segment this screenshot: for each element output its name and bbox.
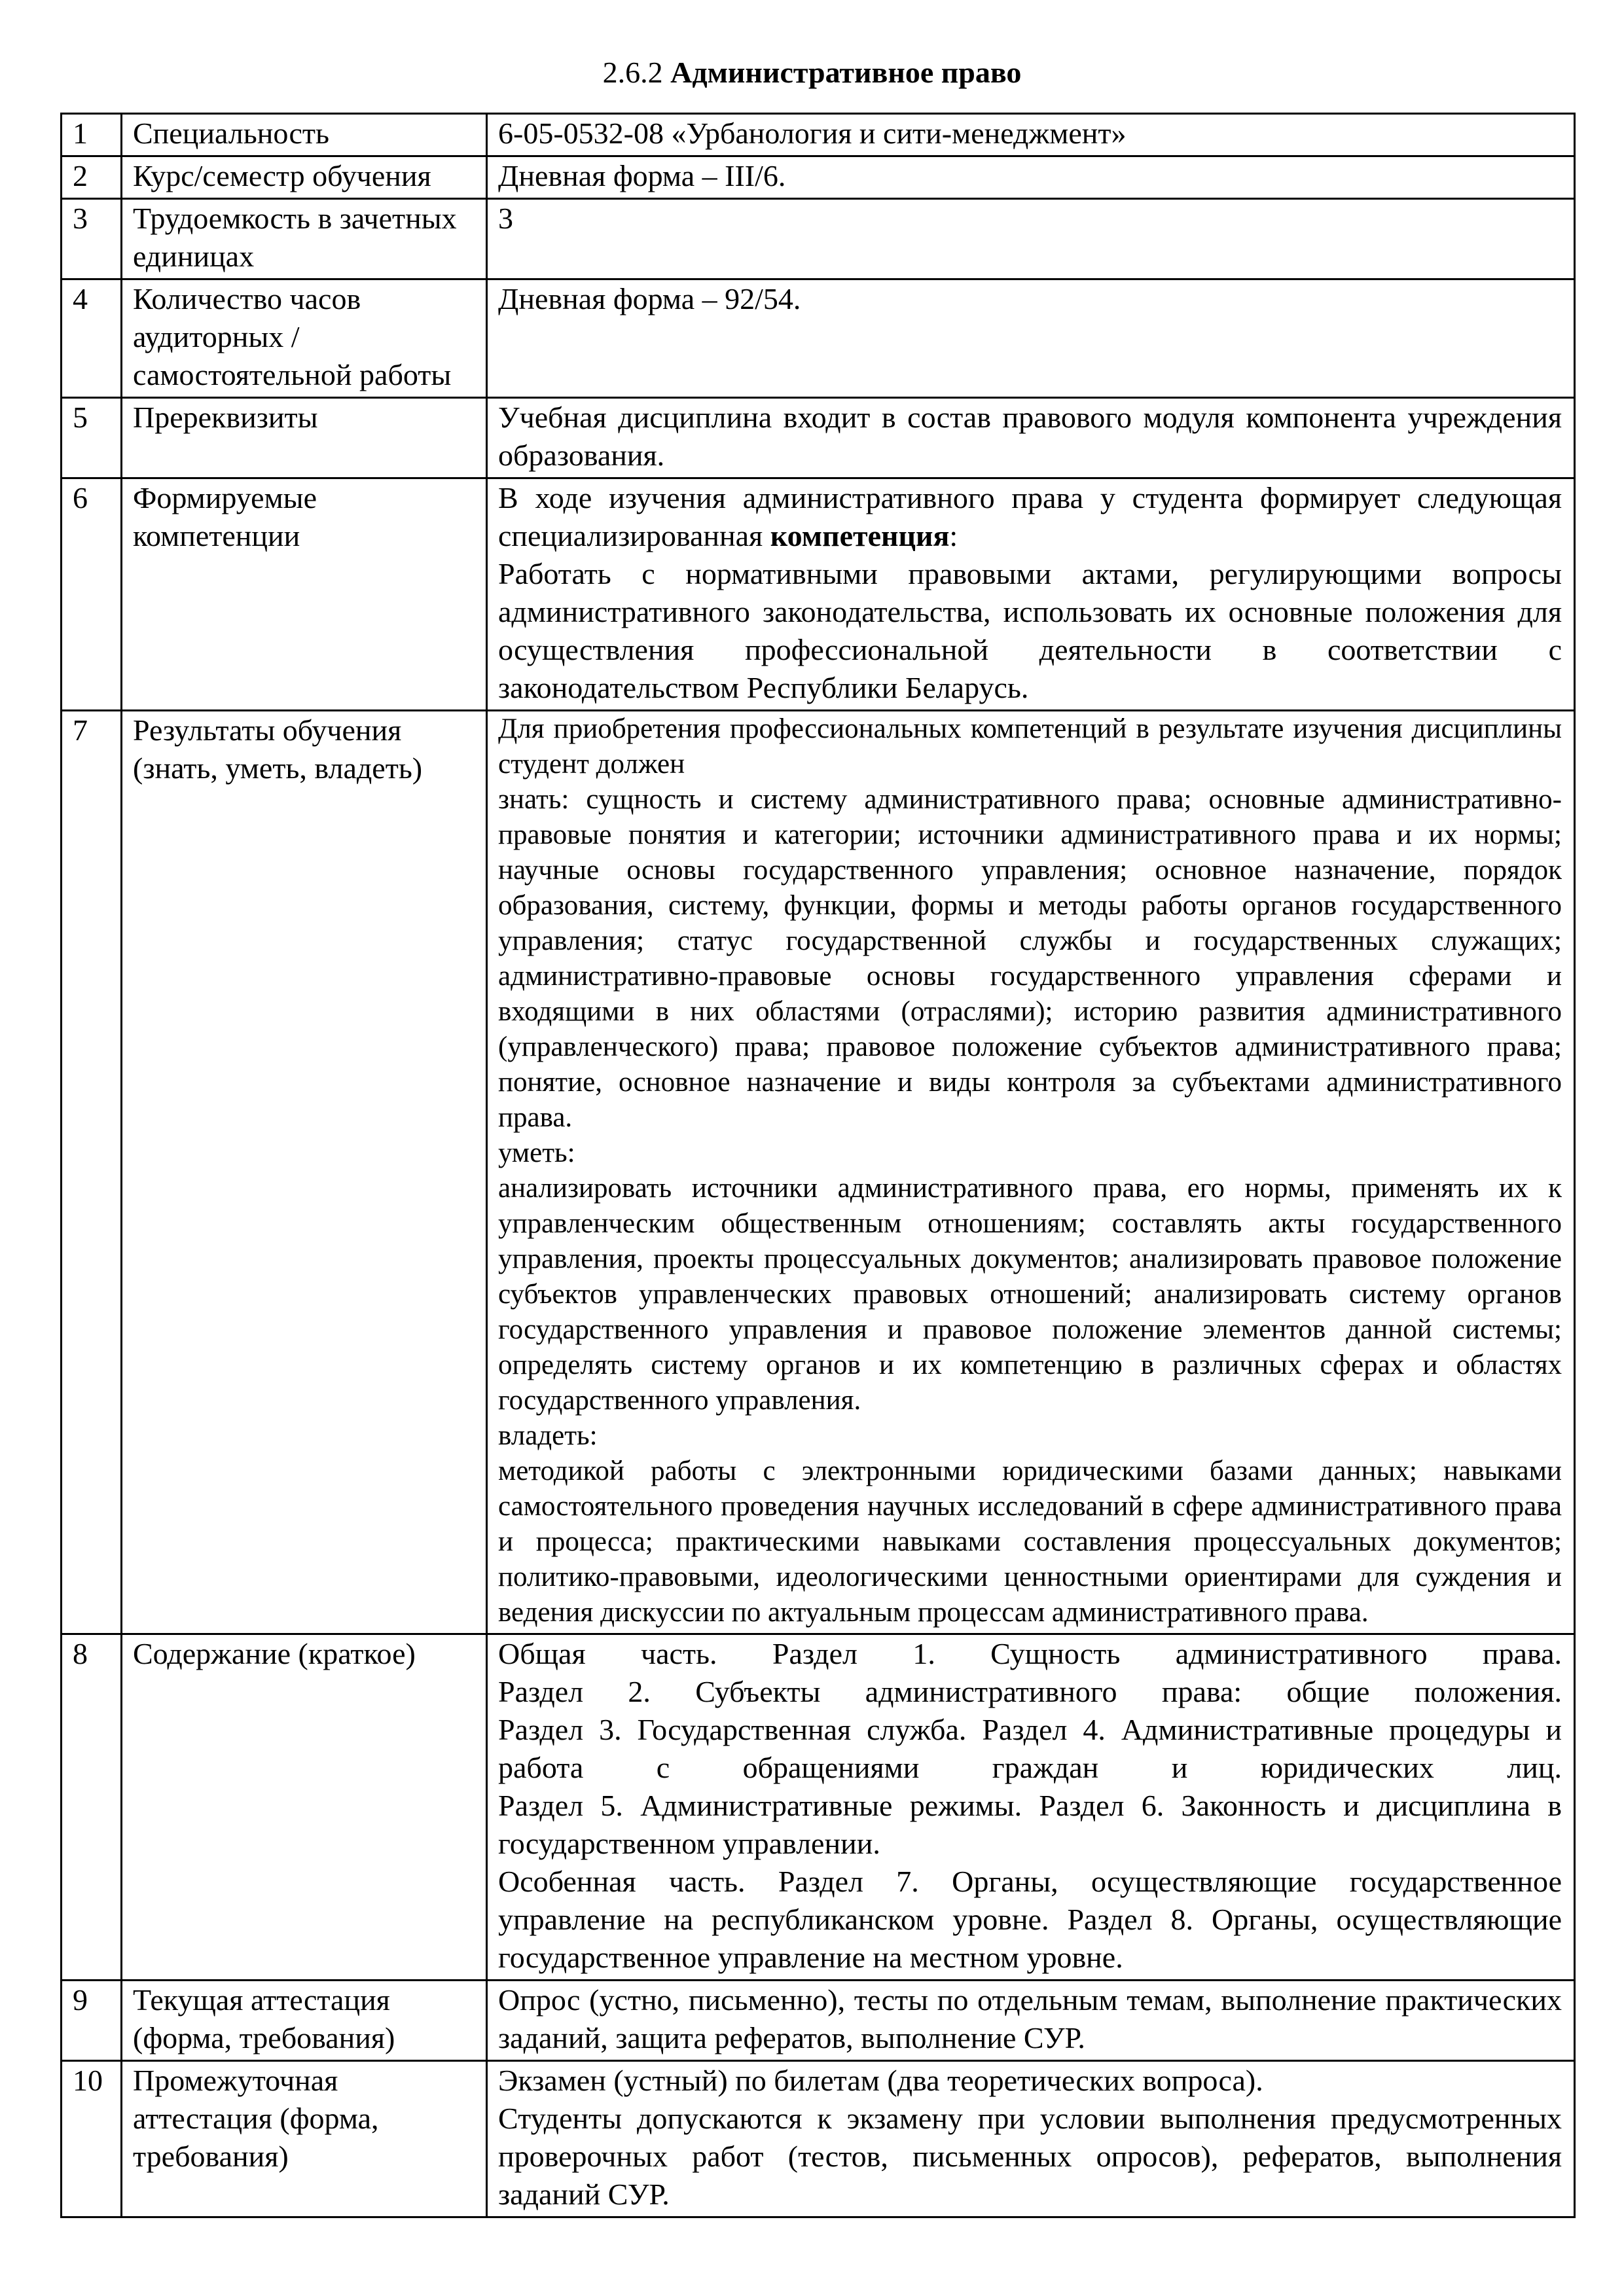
row-value: 6-05-0532-08 «Урбанология и сити-менеджмент» <box>487 114 1575 156</box>
row-label: Текущая аттестация (форма, требования) <box>122 1981 487 2061</box>
syllabus-table <box>60 113 1576 2218</box>
content-general-line: Общая часть. Раздел 1. Сущность административного права. <box>498 1637 1562 1670</box>
row-label: Курс/семестр обучения <box>122 156 487 199</box>
row-number: 4 <box>62 279 122 398</box>
row-label: Трудоемкость в зачетных единицах <box>122 199 487 279</box>
row-label: Формируемые компетенции <box>122 478 487 711</box>
competence-intro-text: В ходе изучения административного права у студента формирует следующая специализированная <box>498 481 1562 552</box>
table-row-prerequisites <box>62 398 1575 478</box>
row-label: Пререквизиты <box>122 398 487 478</box>
outcomes-own: методикой работы с электронными юридическими базами данных; навыками самостоятельного проведения научных исследований в сфере административного права и процесса; практическими навыками составления процессуальных документов; политико-правовыми, идеологическими ценностными ориентирами для суждения и ведения дискуссии по актуальным процессам административного права. <box>498 1456 1562 1628</box>
table-row-current-assessment <box>62 1981 1575 2061</box>
table-row-credits <box>62 199 1575 279</box>
row-label: Промежуточная аттестация (форма, требования) <box>122 2061 487 2217</box>
content-general-line: Раздел 3. Государственная служба. Раздел 4. Административные процедуры и работа с обращениями граждан и юридических лиц. <box>498 1713 1562 1784</box>
row-value <box>487 478 1575 711</box>
content-general-line: Раздел 2. Субъекты административного права: общие положения. <box>498 1675 1562 1708</box>
row-label: Содержание (краткое) <box>122 1634 487 1981</box>
table-row-course-semester <box>62 156 1575 199</box>
table-row-specialty <box>62 114 1575 156</box>
content-general-line: Раздел 5. Административные режимы. Раздел 6. Законность и дисциплина в государственном управлении. <box>498 1789 1562 1860</box>
outcomes-can: анализировать источники административного права, его нормы, применять их к управленческим общественным отношениям; составлять акты государственного управления, проекты процессуальных документов; анализировать правовое положение субъектов управленческих правовых отношений; анализировать систему органов государственного управления и правовое положение элементов данной системы; определять систему органов и их компетенцию в различных сферах и областях государственного управления. <box>498 1173 1562 1416</box>
competence-intro-colon: : <box>949 519 958 552</box>
competence-description: Работать с нормативными правовыми актами, регулирующими вопросы административного законодательства, использовать их основные положения для осуществления профессиональной деятельности в соответствии с законодательством Республики Беларусь. <box>498 557 1562 704</box>
row-value: Дневная форма – 92/54. <box>487 279 1575 398</box>
row-value <box>487 1634 1575 1981</box>
row-number: 2 <box>62 156 122 199</box>
row-label: Количество часов аудиторных / самостоятельной работы <box>122 279 487 398</box>
table-row-content <box>62 1634 1575 1981</box>
row-value: Учебная дисциплина входит в состав правового модуля компонента учреждения образования. <box>487 398 1575 478</box>
row-label: Специальность <box>122 114 487 156</box>
row-number: 5 <box>62 398 122 478</box>
row-value <box>487 2061 1575 2217</box>
row-number: 6 <box>62 478 122 711</box>
competence-intro <box>498 479 1562 555</box>
row-value: Дневная форма – III/6. <box>487 156 1575 199</box>
row-number: 3 <box>62 199 122 279</box>
outcomes-can-heading: уметь: <box>498 1138 575 1168</box>
row-number: 7 <box>62 711 122 1634</box>
table-row-competences <box>62 478 1575 711</box>
document-title-number: 2.6.2 <box>602 56 663 89</box>
outcomes-own-heading: владеть: <box>498 1420 598 1451</box>
exam-form: Экзамен (устный) по билетам (два теоретических вопроса). <box>498 2064 1263 2097</box>
table-row-learning-outcomes <box>62 711 1575 1634</box>
exam-admission: Студенты допускаются к экзамену при условии выполнения предусмотренных проверочных работ (тестов, письменных опросов), рефератов, выполнения заданий СУР. <box>498 2102 1562 2211</box>
row-label: Результаты обучения (знать, уметь, владеть) <box>122 711 487 1634</box>
row-value: Опрос (устно, письменно), тесты по отдельным темам, выполнение практических заданий, защита рефератов, выполнение СУР. <box>487 1981 1575 2061</box>
table-row-hours <box>62 279 1575 398</box>
row-number: 8 <box>62 1634 122 1981</box>
row-number: 9 <box>62 1981 122 2061</box>
table-row-intermediate-assessment <box>62 2061 1575 2217</box>
outcomes-know: знать: сущность и систему административного права; основные административно-правовые понятия и категории; источники административного права и их нормы; научные основы государственного управления; основное назначение, порядок образования, систему, функции, формы и методы работы органов государственного управления; статус государственной службы и государственных служащих; административно-правовые основы государственного управления сферами и входящими в них областями (отраслями); историю развития административного (управленческого) права; правовое положение субъектов административного права; понятие, основное назначение и виды контроля за субъектами административного права. <box>498 784 1562 1133</box>
content-special-part: Особенная часть. Раздел 7. Органы, осуществляющие государственное управление на республиканском уровне. Раздел 8. Органы, осуществляющие государственное управление на местном уровне. <box>498 1865 1562 1974</box>
row-number: 10 <box>62 2061 122 2217</box>
row-value <box>487 711 1575 1634</box>
row-value: 3 <box>487 199 1575 279</box>
competence-keyword: компетенция <box>770 519 950 552</box>
document-title <box>0 54 1624 92</box>
document-title-text: Административное право <box>670 56 1022 89</box>
outcomes-intro: Для приобретения профессиональных компетенций в результате изучения дисциплины студент должен <box>498 713 1562 780</box>
row-number: 1 <box>62 114 122 156</box>
